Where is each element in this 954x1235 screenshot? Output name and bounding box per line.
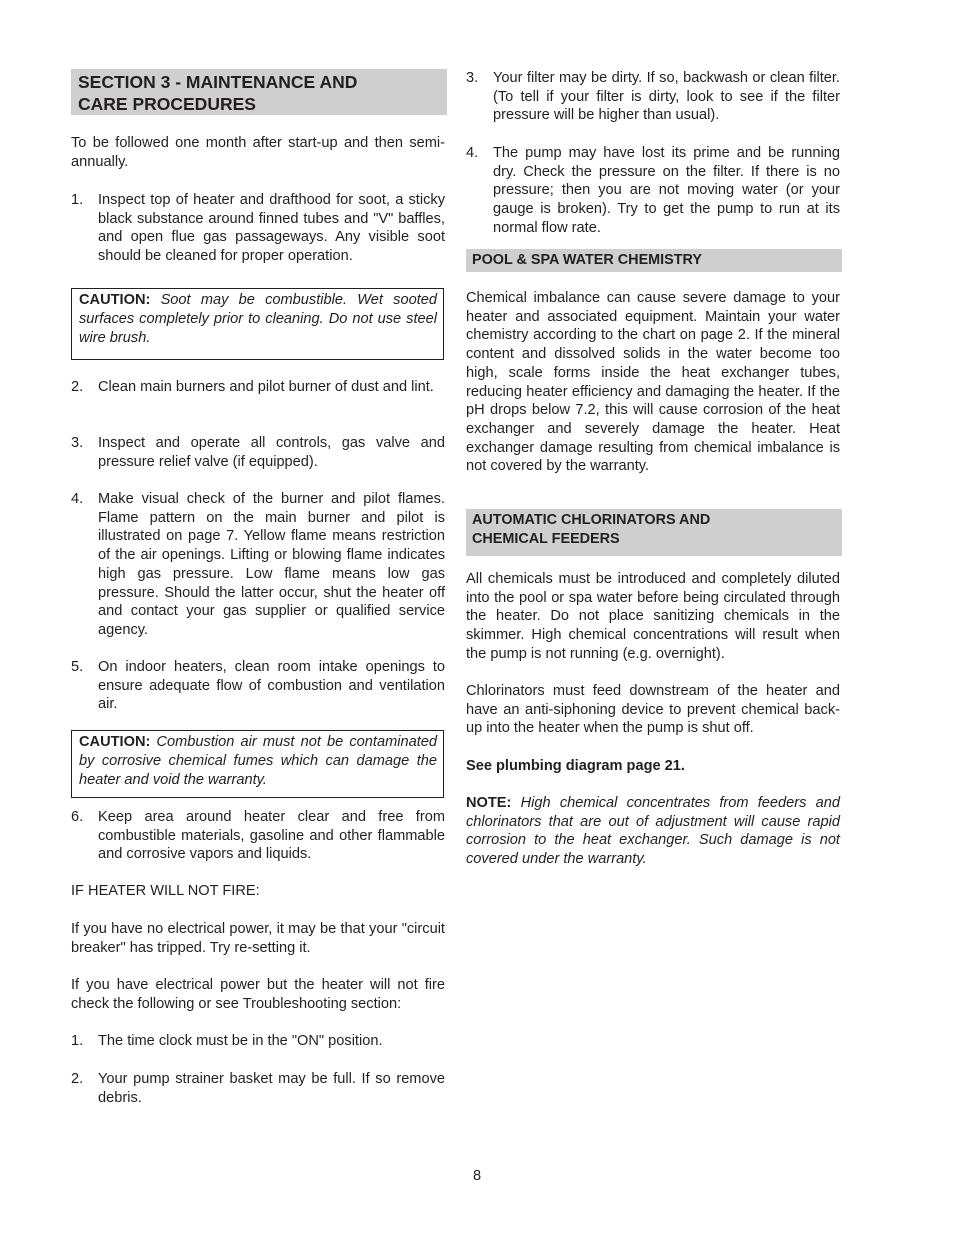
list-item [71, 191, 445, 286]
note-body: High chemical concentrates from feeders and chlorinators that are out of adjustment will cause rapid corrosion to the heat exchanger. Such damage is not covered under the warranty. [466, 795, 840, 868]
caution-label: CAUTION: [79, 734, 151, 750]
chlorinators-heading-line1: AUTOMATIC CHLORINATORS AND [472, 512, 711, 528]
item-text: Make visual check of the burner and pilot flames. Flame pattern on the main burner and pilot is illustrated on page 7. Yellow flame means restriction of the air openings. Lifting or blowing flame indicates high gas pressure. Low flame means low gas pressure. Should the latter occur, shut the heater off and contact your gas supplier or qualified service agency. [98, 491, 445, 638]
caution-text: Soot may be combustible. Wet sooted surfaces completely prior to cleaning. Do not use steel wire brush. [79, 292, 437, 346]
caution-label: CAUTION: [79, 292, 151, 308]
chemistry-heading [466, 249, 842, 272]
caution-box [71, 288, 444, 360]
item-text: Inspect and operate all controls, gas valve and pressure relief valve (if equipped). [98, 435, 445, 470]
plumbing-reference: See plumbing diagram page 21. [466, 758, 685, 774]
item-number: 3. [71, 435, 84, 451]
caution-text: Combustion air must not be contaminated by corrosive chemical fumes which can damage the heater and void the warranty. [79, 734, 437, 788]
item-text: The time clock must be in the "ON" position. [98, 1033, 383, 1049]
item-text: Keep area around heater clear and free from combustible materials, gasoline and other flammable and corrosive vapors and liquids. [98, 809, 445, 863]
item-number: 1. [71, 192, 84, 208]
chlorinators-heading [466, 509, 842, 556]
section-heading [71, 69, 447, 115]
chlorinators-heading-line2: CHEMICAL FEEDERS [472, 531, 620, 547]
item-text: The pump may have lost its prime and be running dry. Check the pressure on the filter. If there is no pressure; then you are not moving water (or your gauge is broken). Try to get the pump to run at its normal flow rate. [493, 145, 840, 236]
section-title-line1: SECTION 3 - MAINTENANCE AND [78, 72, 358, 92]
section-title-line2: CARE PROCEDURES [78, 94, 256, 114]
have-power-text: If you have electrical power but the heater will not fire check the following or see Troubleshooting section: [71, 977, 445, 1012]
item-text: On indoor heaters, clean room intake openings to ensure adequate flow of combustion and ventilation air. [98, 659, 445, 713]
not-fire-heading: IF HEATER WILL NOT FIRE: [71, 883, 260, 899]
intro-text: To be followed one month after start-up and then semi-annually. [71, 135, 445, 170]
note-label: NOTE: [466, 795, 512, 811]
item-text: Inspect top of heater and drafthood for soot, a sticky black substance around finned tubes and "V" baffles, and open flue gas passageways. Any visible soot should be cleaned for proper operation. [98, 192, 445, 265]
item-text: Your filter may be dirty. If so, backwash or clean filter. (To tell if your filter is dirty, look to see if the filter pressure will be higher than usual). [493, 70, 840, 124]
note-text [466, 794, 840, 869]
chemistry-heading-text: POOL & SPA WATER CHEMISTRY [472, 252, 702, 268]
page-number: 8 [472, 1168, 482, 1184]
item-text: Clean main burners and pilot burner of dust and lint. [98, 379, 434, 395]
no-power-text: If you have no electrical power, it may be that your "circuit breaker" has tripped. Try re-setting it. [71, 921, 445, 956]
item-text: Your pump strainer basket may be full. If so remove debris. [98, 1071, 445, 1106]
chlorinators-text-2: Chlorinators must feed downstream of the heater and have an anti-siphoning device to prevent chemical back-up into the heater when the pump is shut off. [466, 683, 840, 737]
item-number: 2. [71, 379, 84, 395]
item-number: 2. [71, 1071, 84, 1087]
item-number: 3. [466, 70, 479, 86]
item-number: 4. [71, 491, 84, 507]
item-number: 6. [71, 809, 84, 825]
chemistry-text: Chemical imbalance can cause severe damage to your heater and associated equipment. Maintain your water chemistry according to the chart on page 2. If the mineral content and dissolved solids in the water become too high, scale forms inside the heat exchanger tubes, reducing heater efficiency and damaging the heater. If the pH drops below 7.2, this will cause corrosion of the heat exchanger and severely damage the heater. Heat exchanger damage resulting from chemical imbalance is not covered by the warranty. [466, 290, 840, 475]
chlorinators-text-1: All chemicals must be introduced and completely diluted into the pool or spa water before being circulated through the heater. Do not place sanitizing chemicals in the skimmer. High chemical concentrations will result when the pump is not running (e.g. overnight). [466, 571, 840, 662]
item-number: 5. [71, 659, 84, 675]
item-number: 4. [466, 145, 479, 161]
caution-box [71, 730, 444, 798]
item-number: 1. [71, 1033, 84, 1049]
